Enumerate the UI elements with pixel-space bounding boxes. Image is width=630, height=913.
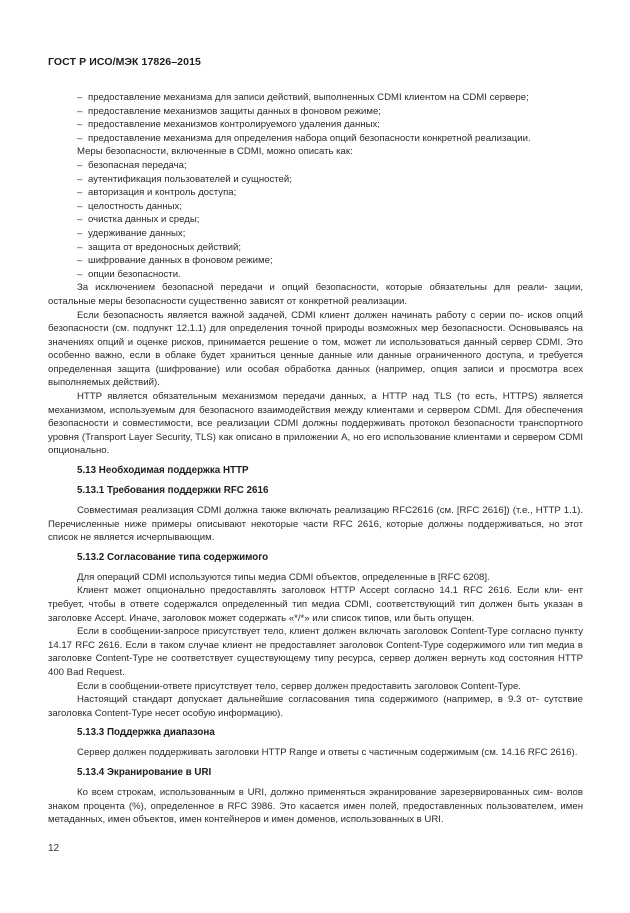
list-item: – предоставление механизма для определения набора опций безопасности конкретной реализации. [77, 132, 531, 144]
list-item: – аутентификация пользователей и сущностей; [77, 173, 292, 185]
list-item: – предоставление механизмов защиты данных в фоновом режиме; [77, 105, 381, 117]
list-item: – опции безопасности. [77, 268, 181, 280]
list-item: – предоставление механизма для записи действий, выполненных CDMI клиентом на CDMI сервере; [77, 92, 529, 103]
section-heading-5-13-1: 5.13.1 Требования поддержки RFC 2616 [77, 485, 269, 497]
paragraph-2: Если безопасность является важной задачей, CDMI клиент должен начинать работу с серии по- исков опций безопасности (см. подпункт 12.1.1) для определения точной природы возможных мер безопасности. Основываясь на значениях опций и оценке рисков, принимается решение о том, может ли использоваться данный сервер CDMI. Это особенно важно, если в облаке будет храниться ценные данные или данные ограниченного доступа, и требуется определенная защита (шифрование) или особая обработка данных (например, опция записи и просмотра всех выполняемых действий). [48, 309, 583, 389]
page-content [48, 91, 584, 827]
paragraph-11: Ко всем строкам, использованным в URI, должно применяться экранирование зарезервированных сим- волов знаком процента (%), определенное в RFC 3986. Это касается имен полей, предоставленных пользователем, имен метаданных, имен объектов, имен контейнеров и имен доменов, использованных в URI. [48, 786, 583, 826]
list-item: – безопасная передача; [77, 159, 187, 171]
paragraph-1: За исключением безопасной передачи и опций безопасности, которые обязательны для реали- зации, остальные меры безопасности существенно зависят от конкретной реализации. [48, 282, 584, 307]
paragraph-5: Для операций CDMI используются типы медиа CDMI объектов, определенные в [RFC 6208]. [77, 571, 490, 583]
paragraph-10: Сервер должен поддерживать заголовки HTTP Range и ответы с частичным содержимым (см. 14.16 RFC 2616). [77, 747, 578, 759]
list-a [77, 91, 583, 145]
list-item: – очистка данных и среды; [77, 214, 200, 226]
paragraph-6: Клиент может опционально предоставлять заголовок HTTP Accept согласно 14.1 RFC 2616. Если кли- ент требует, чтобы в ответе содержался определенный тип медиа CDMI, соответствующий тип должен быть указан в заголовке Accept. Иначе, заголовок может содержать «*/*» или список типов, или быть опущен. [48, 585, 583, 624]
list-item: – удерживание данных; [77, 227, 186, 239]
section-heading-5-13: 5.13 Необходимая поддержка HTTP [77, 465, 249, 477]
paragraph-measures: Меры безопасности, включенные в CDMI, можно описать как: [77, 146, 353, 158]
page-number: 12 [48, 843, 60, 854]
section-heading-5-13-3: 5.13.3 Поддержка диапазона [77, 727, 215, 739]
section-heading-5-13-4: 5.13.4 Экранирование в URI [77, 766, 212, 778]
list-item: – авторизация и контроль доступа; [77, 187, 237, 199]
paragraph-9: Настоящий стандарт допускает дальнейшие согласования типа содержимого (например, в 9.3 от- сутствие заголовка Content-Type несет особую информацию). [48, 694, 583, 719]
paragraph-4: Совместимая реализация CDMI должна также включать реализацию RFC2616 (см. [RFC 2616]) (т.е., HTTP 1.1). Перечисленные ниже примеры описывают некоторые части RFC 2616, которые должны поддерживаться, но этот список не является исчерпывающим. [48, 505, 583, 544]
list-item: – защита от вредоносных действий; [77, 241, 241, 253]
paragraph-3: HTTP является обязательным механизмом передачи данных, а HTTP над TLS (то есть, HTTPS) является механизмом, используемым для безопасного взаимодействия между клиентами и сервером CDMI. Для обеспечения безопасности и совместимости, все реализации CDMI должны поддерживать протокол безопасности транспортного уровня (Transport Layer Security, TLS) как описано в приложении А, но его использование клиентами и сервером CDMI опционально. [48, 391, 583, 457]
list-item: – шифрование данных в фоновом режиме; [77, 255, 273, 267]
list-b [77, 159, 583, 281]
section-heading-5-13-2: 5.13.2 Согласование типа содержимого [77, 551, 269, 563]
list-item: – целостность данных; [77, 200, 183, 212]
list-item: – предоставление механизмов контролируемого удаления данных; [77, 119, 380, 131]
paragraph-8: Если в сообщении-ответе присутствует тело, сервер должен предоставить заголовок Content-Type. [77, 680, 521, 692]
document-header: ГОСТ Р ИСО/МЭК 17826–2015 [48, 56, 201, 68]
paragraph-7: Если в сообщении-запросе присутствует тело, клиент должен включать заголовок Content-Type согласно пункту 14.17 RFC 2616. Если в таком случае клиент не предоставляет заголовок Content-Type содержимого или тип медиа в заголовке Content-Type не соответствует существующему типу ресурса, сервер должен вернуть код состояния HTTP 400 Bad Request. [48, 626, 583, 678]
